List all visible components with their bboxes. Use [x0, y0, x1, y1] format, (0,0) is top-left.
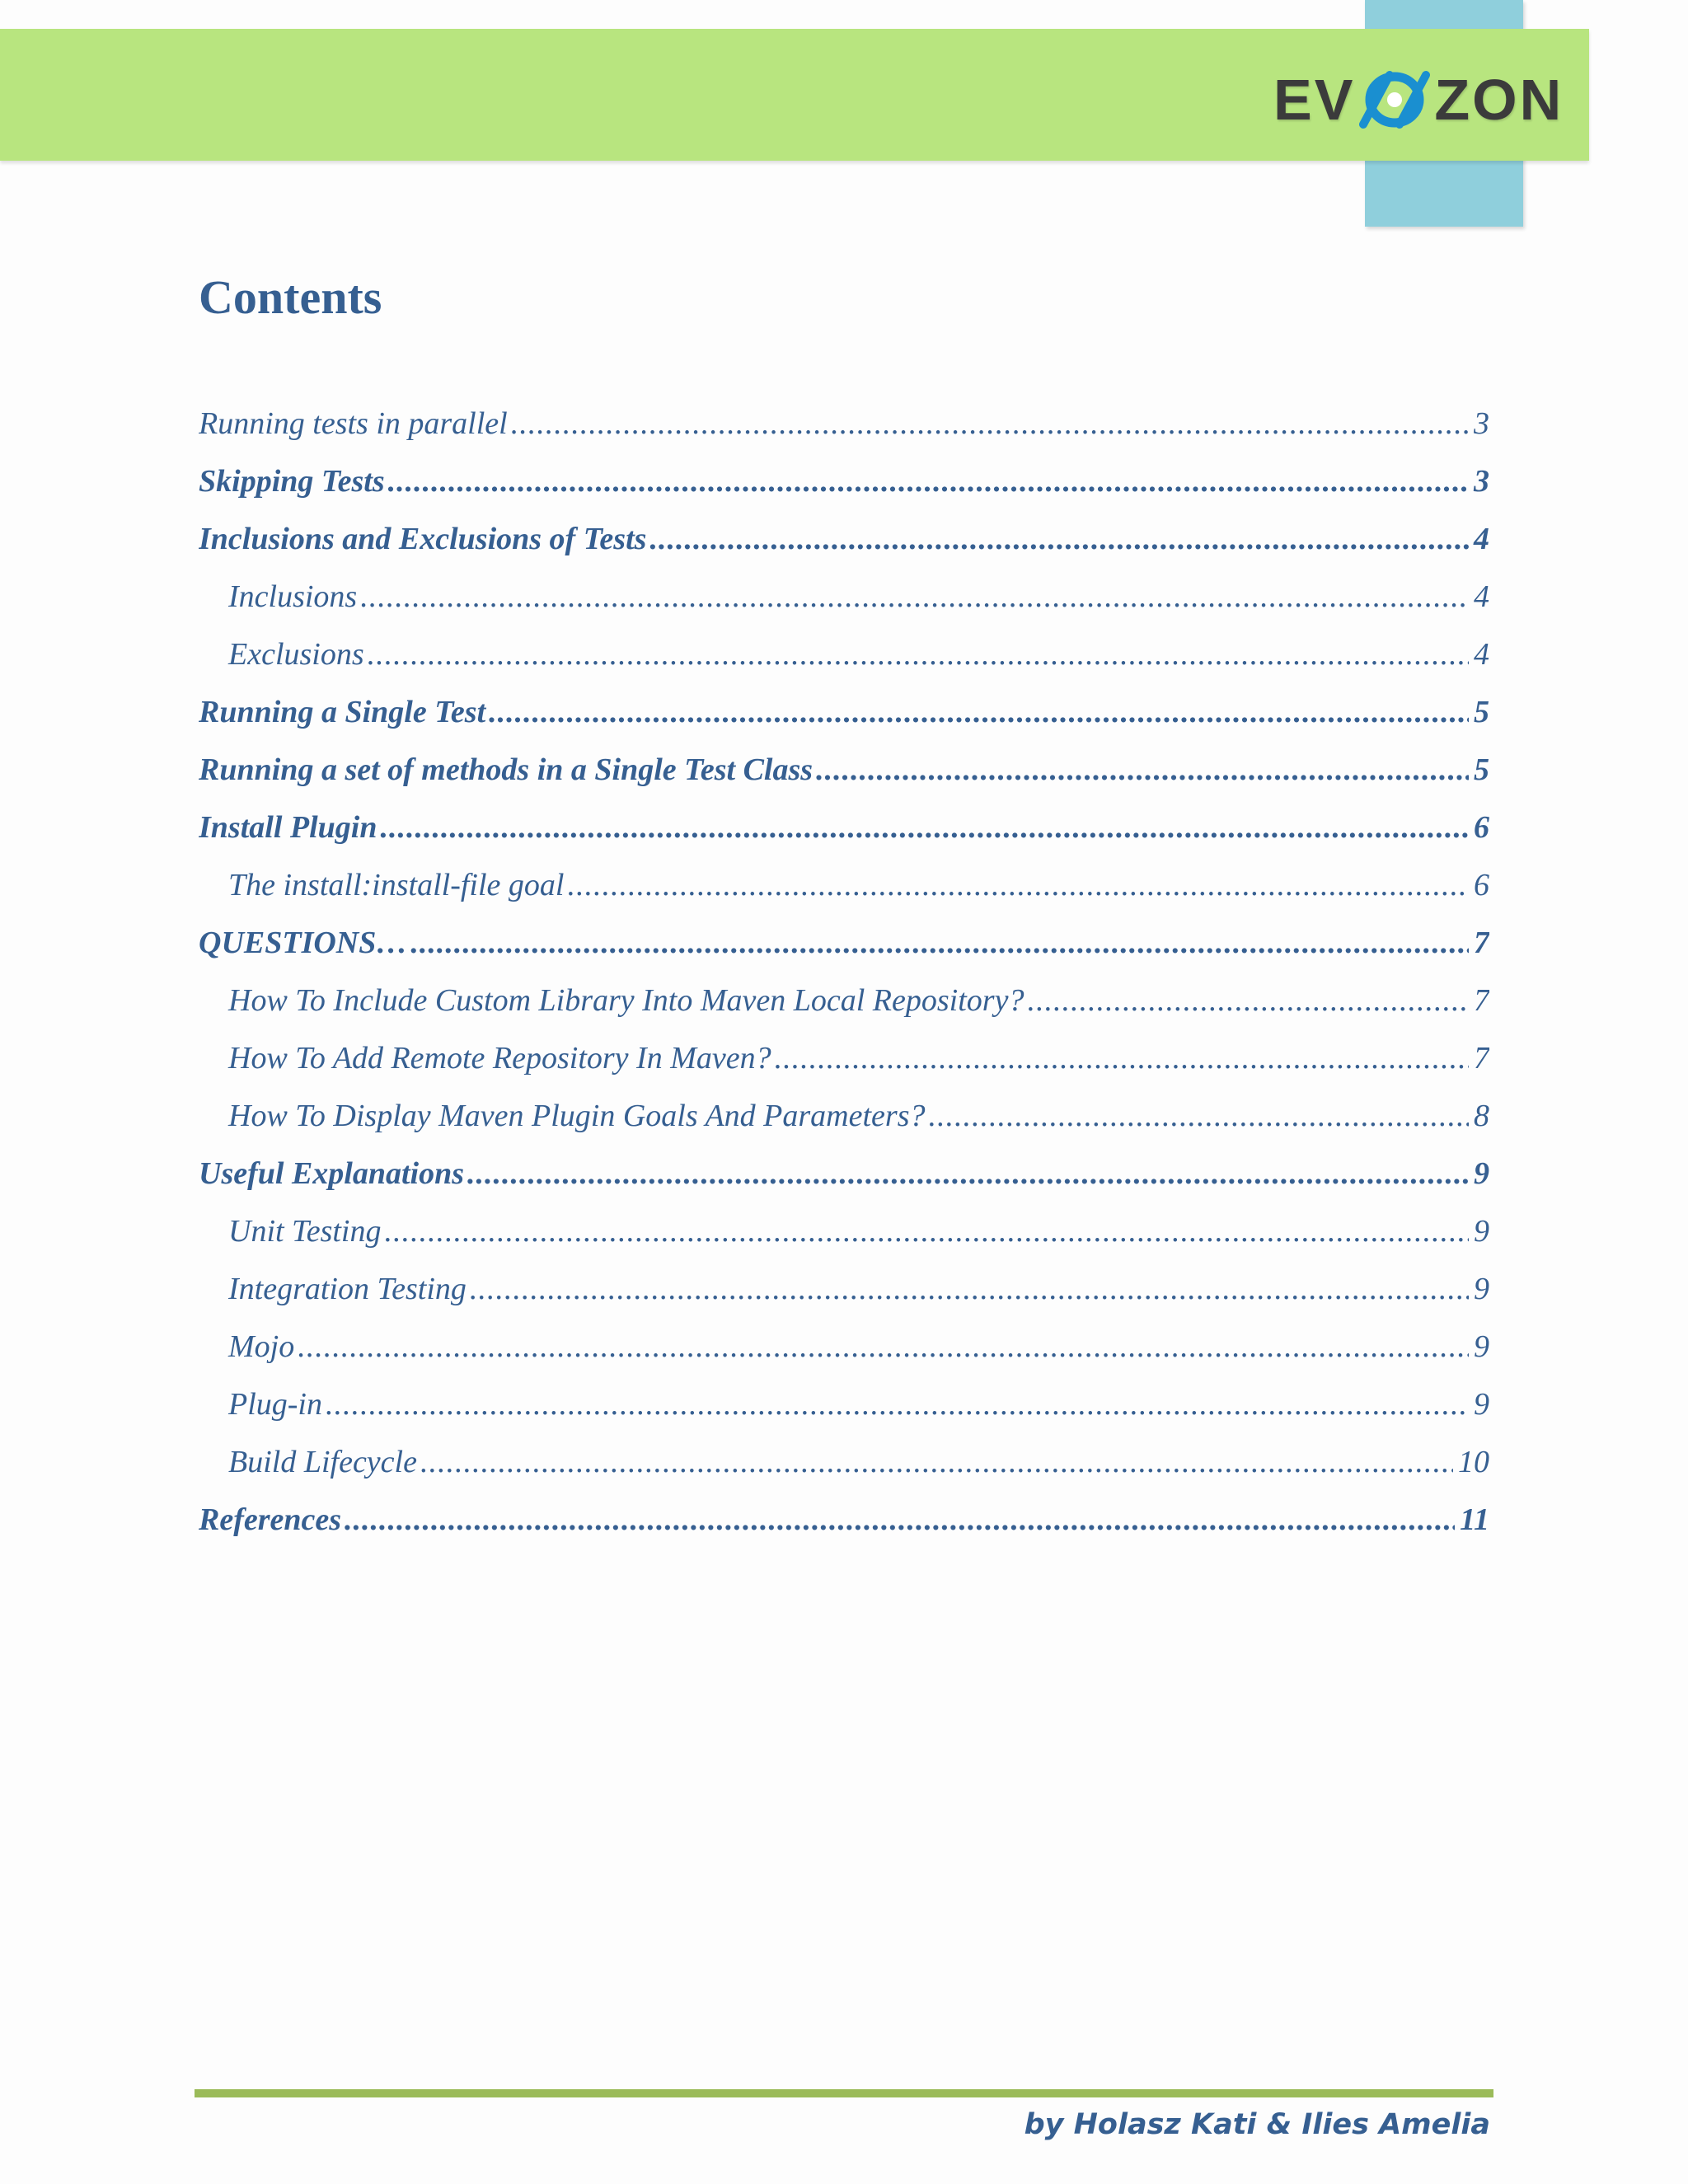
- toc-entry-page-number: 3: [1474, 464, 1489, 499]
- toc-entry-label: Install Plugin: [199, 810, 377, 845]
- toc-entry-label: Mojo: [228, 1329, 295, 1364]
- toc-entry[interactable]: [199, 1386, 1489, 1444]
- toc-dot-leader: [816, 752, 1469, 788]
- toc-entry-label: Running tests in parallel: [199, 406, 508, 441]
- toc-entry-page-number: 4: [1474, 637, 1489, 672]
- toc-entry[interactable]: [199, 809, 1489, 867]
- toc-entry-label: Skipping Tests: [199, 464, 385, 499]
- toc-entry-label: Running a Single Test: [199, 695, 486, 729]
- toc-entry-label: QUESTIONS…: [199, 926, 408, 960]
- toc-dot-leader: [775, 1040, 1469, 1076]
- toc-entry[interactable]: [199, 1271, 1489, 1329]
- toc-entry-label: Inclusions: [228, 579, 358, 614]
- toc-dot-leader: [384, 1213, 1469, 1249]
- footer-divider: [195, 2089, 1493, 2097]
- toc-entry-label: Running a set of methods in a Single Test Class: [199, 752, 814, 787]
- logo-letters-ev: EV: [1273, 68, 1356, 132]
- toc-dot-leader: [1027, 982, 1469, 1019]
- toc-entry-label: Unit Testing: [228, 1214, 382, 1249]
- toc-dot-leader: [567, 867, 1469, 903]
- toc-dot-leader: [326, 1386, 1469, 1422]
- toc-entry[interactable]: [199, 1444, 1489, 1502]
- logo-wordmark: [1273, 67, 1564, 133]
- toc-entry[interactable]: [199, 925, 1489, 982]
- toc-entry[interactable]: [199, 1040, 1489, 1098]
- toc-dot-leader: [420, 1444, 1453, 1480]
- toc-dot-leader: [360, 579, 1469, 615]
- toc-entry-page-number: 4: [1474, 579, 1489, 614]
- toc-entry-page-number: 6: [1474, 868, 1489, 902]
- toc-entry-label: Inclusions and Exclusions of Tests: [199, 522, 647, 556]
- logo-letters-zon: ZON: [1434, 68, 1564, 132]
- toc-entry[interactable]: [199, 982, 1489, 1040]
- toc-entry-label: References: [199, 1502, 342, 1537]
- toc-entry[interactable]: [199, 405, 1489, 463]
- toc-entry-page-number: 3: [1474, 406, 1489, 441]
- toc-entry-page-number: 9: [1474, 1214, 1489, 1249]
- toc-entry-label: Build Lifecycle: [228, 1445, 417, 1479]
- toc-dot-leader: [410, 925, 1469, 961]
- toc-entry-page-number: 7: [1474, 1041, 1489, 1076]
- toc-dot-leader: [511, 405, 1469, 442]
- toc-entry-page-number: 10: [1458, 1445, 1489, 1479]
- toc-dot-leader: [368, 636, 1469, 673]
- toc-entry[interactable]: [199, 867, 1489, 925]
- toc-entry[interactable]: [199, 1155, 1489, 1213]
- footer-credit: by Holasz Kati & Ilies Amelia: [1024, 2108, 1490, 2141]
- toc-dot-leader: [649, 521, 1469, 557]
- toc-entry-label: How To Display Maven Plugin Goals And Parameters?: [228, 1099, 926, 1133]
- toc-entry-label: Plug-in: [228, 1387, 322, 1422]
- toc-entry-page-number: 11: [1460, 1502, 1489, 1537]
- toc-entry[interactable]: [199, 1502, 1489, 1559]
- toc-entry-label: Useful Explanations: [199, 1156, 465, 1191]
- toc-entry[interactable]: [199, 463, 1489, 521]
- toc-entry-page-number: 6: [1474, 810, 1489, 845]
- toc-entry[interactable]: [199, 1098, 1489, 1155]
- toc-dot-leader: [489, 694, 1469, 730]
- toc-entry[interactable]: [199, 579, 1489, 636]
- toc-entry-page-number: 7: [1474, 926, 1489, 960]
- toc-entry-label: Exclusions: [228, 637, 364, 672]
- logo-swirl-icon: [1357, 67, 1432, 133]
- toc-entry[interactable]: [199, 636, 1489, 694]
- toc-entry-label: How To Add Remote Repository In Maven?: [228, 1041, 771, 1076]
- toc-entry-page-number: 8: [1474, 1099, 1489, 1133]
- toc-dot-leader: [345, 1502, 1455, 1538]
- toc-dot-leader: [928, 1098, 1469, 1134]
- toc-entry[interactable]: [199, 752, 1489, 809]
- contents-heading: Contents: [199, 270, 382, 324]
- toc-entry-page-number: 7: [1474, 983, 1489, 1018]
- toc-entry-page-number: 4: [1474, 522, 1489, 556]
- toc-entry[interactable]: [199, 1329, 1489, 1386]
- toc-entry-page-number: 9: [1474, 1156, 1489, 1191]
- toc-entry[interactable]: [199, 694, 1489, 752]
- toc-dot-leader: [298, 1329, 1469, 1365]
- toc-entry-page-number: 5: [1474, 752, 1489, 787]
- table-of-contents: [199, 405, 1489, 1559]
- toc-entry-label: How To Include Custom Library Into Maven Local Repository?: [228, 983, 1025, 1018]
- toc-entry-page-number: 9: [1474, 1272, 1489, 1306]
- toc-entry-page-number: 5: [1474, 695, 1489, 729]
- toc-dot-leader: [467, 1155, 1469, 1192]
- toc-entry[interactable]: [199, 1213, 1489, 1271]
- toc-entry-page-number: 9: [1474, 1387, 1489, 1422]
- toc-dot-leader: [380, 809, 1469, 846]
- toc-dot-leader: [470, 1271, 1469, 1307]
- toc-entry-label: Integration Testing: [228, 1272, 467, 1306]
- company-logo: [1273, 56, 1585, 143]
- toc-entry[interactable]: [199, 521, 1489, 579]
- toc-dot-leader: [388, 463, 1469, 499]
- toc-entry-page-number: 9: [1474, 1329, 1489, 1364]
- toc-entry-label: The install:install-file goal: [228, 868, 565, 902]
